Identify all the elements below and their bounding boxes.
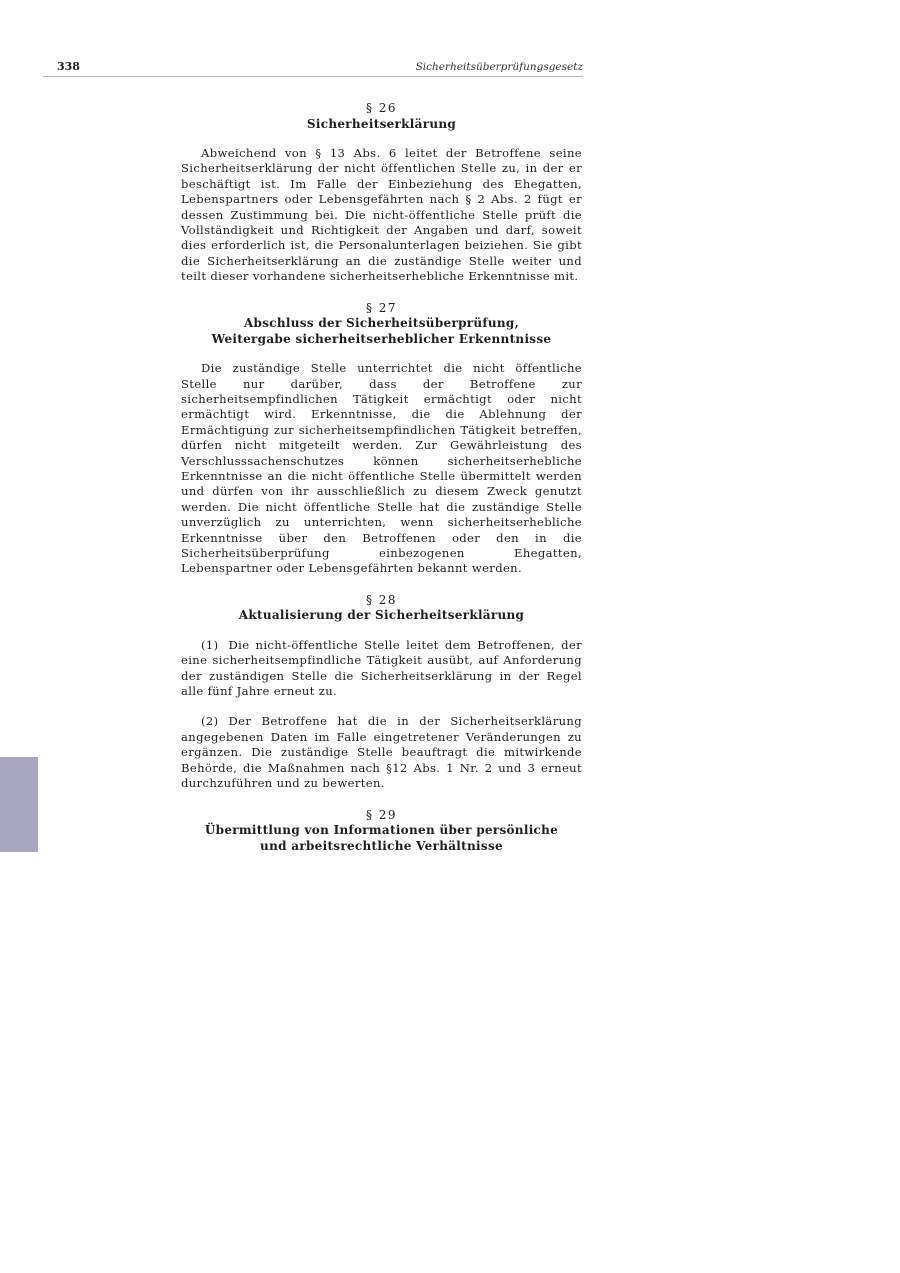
section-28	[181, 593, 582, 792]
paragraph-2	[181, 714, 582, 791]
page-content	[181, 101, 582, 854]
section-title-line-2: und arbeitsrechtliche Verhältnisse	[260, 838, 503, 853]
paragraph	[181, 361, 582, 577]
running-title: Sicherheitsüberprüfungsgesetz	[415, 61, 583, 73]
paragraph-number: (1)	[201, 637, 219, 652]
section-title: Aktualisierung der Sicherheitserklärung	[238, 608, 525, 623]
section-title-line-1: Übermittlung von Informationen über persönliche	[204, 823, 559, 837]
page-number: 338	[57, 60, 80, 73]
paragraph-number: (2)	[201, 714, 219, 729]
section-number: § 28	[365, 592, 398, 607]
section-number: § 27	[365, 300, 398, 315]
paragraph	[181, 146, 582, 285]
section-number: § 26	[365, 101, 398, 115]
section-number: § 29	[365, 807, 398, 822]
section-title: Sicherheitserklärung	[306, 116, 457, 131]
section-title-line-1: Abschluss der Sicherheitsüberprüfung,	[243, 316, 520, 331]
page-header	[43, 60, 583, 77]
paragraph-text: Die nicht-öffentliche Stelle leitet dem Betroffenen, der eine sicherheitsempfindliche Tätigkeit ausübt, auf Anforderung der zuständigen Stelle die Sicherheitserklärung in der Regel alle fünf Jahre erneut zu.	[181, 637, 582, 699]
section-26	[181, 101, 582, 285]
paragraph-text: Der Betroffene hat die in der Sicherheitserklärung angegebenen Daten im Falle eingetretener Veränderungen zu ergänzen. Die zuständige Stelle beauftragt die mitwirkende Behörde, die Maßnahmen nach §12 Abs. 1 Nr. 2 und 3 erneut durchzuführen und zu bewerten.	[181, 714, 582, 791]
section-29	[181, 808, 582, 855]
paragraph-text: Abweichend von § 13 Abs. 6 leitet der Betroffene seine Sicherheitserklärung der nicht öffentlichen Stelle zu, in der er beschäftigt ist. Im Falle der Einbeziehung des Ehegatten, Lebenspartners oder Lebensgefährten nach § 2 Abs. 2 fügt er dessen Zustimmung bei. Die nicht-öffentliche Stelle prüft die Vollständigkeit und Richtigkeit der Angaben und darf, soweit dies erforderlich ist, die Personalunterlagen beiziehen. Sie gibt die Sicherheitserklärung an die zuständige Stelle weiter und teilt dieser vorhandene sicherheitserhebliche Erkenntnisse mit.	[181, 146, 582, 284]
section-27	[181, 301, 582, 577]
section-title-line-2: Weitergabe sicherheitserheblicher Erkenntnisse	[211, 331, 552, 346]
chapter-thumb-tab	[0, 757, 38, 852]
paragraph-1	[181, 638, 582, 700]
paragraph-text: Die zuständige Stelle unterrichtet die nicht öffentliche Stelle nur darüber, dass der Betroffene zur sicherheitsempfindlichen Tätigkeit ermächtigt oder nicht ermächtigt wird. Erkenntnisse, die die Ablehnung der Ermächtigung zur sicherheitsempfindlichen Tätigkeit betreffen, dürfen nicht mitgeteilt werden. Zur Gewährleistung des Verschlusssachenschutzes können sicherheitserhebliche Erkenntnisse an die nicht öffentliche Stelle übermittelt werden und dürfen von ihr ausschließlich zu diesem Zweck genutzt werden. Die nicht öffentliche Stelle hat die zuständige Stelle unverzüglich zu unterrichten, wenn sicherheitserhebliche Erkenntnisse über den Betroffenen oder den in die Sicherheitsüberprüfung einbezogenen Ehegatten, Lebenspartner oder Lebensgefährten bekannt werden.	[181, 361, 582, 576]
